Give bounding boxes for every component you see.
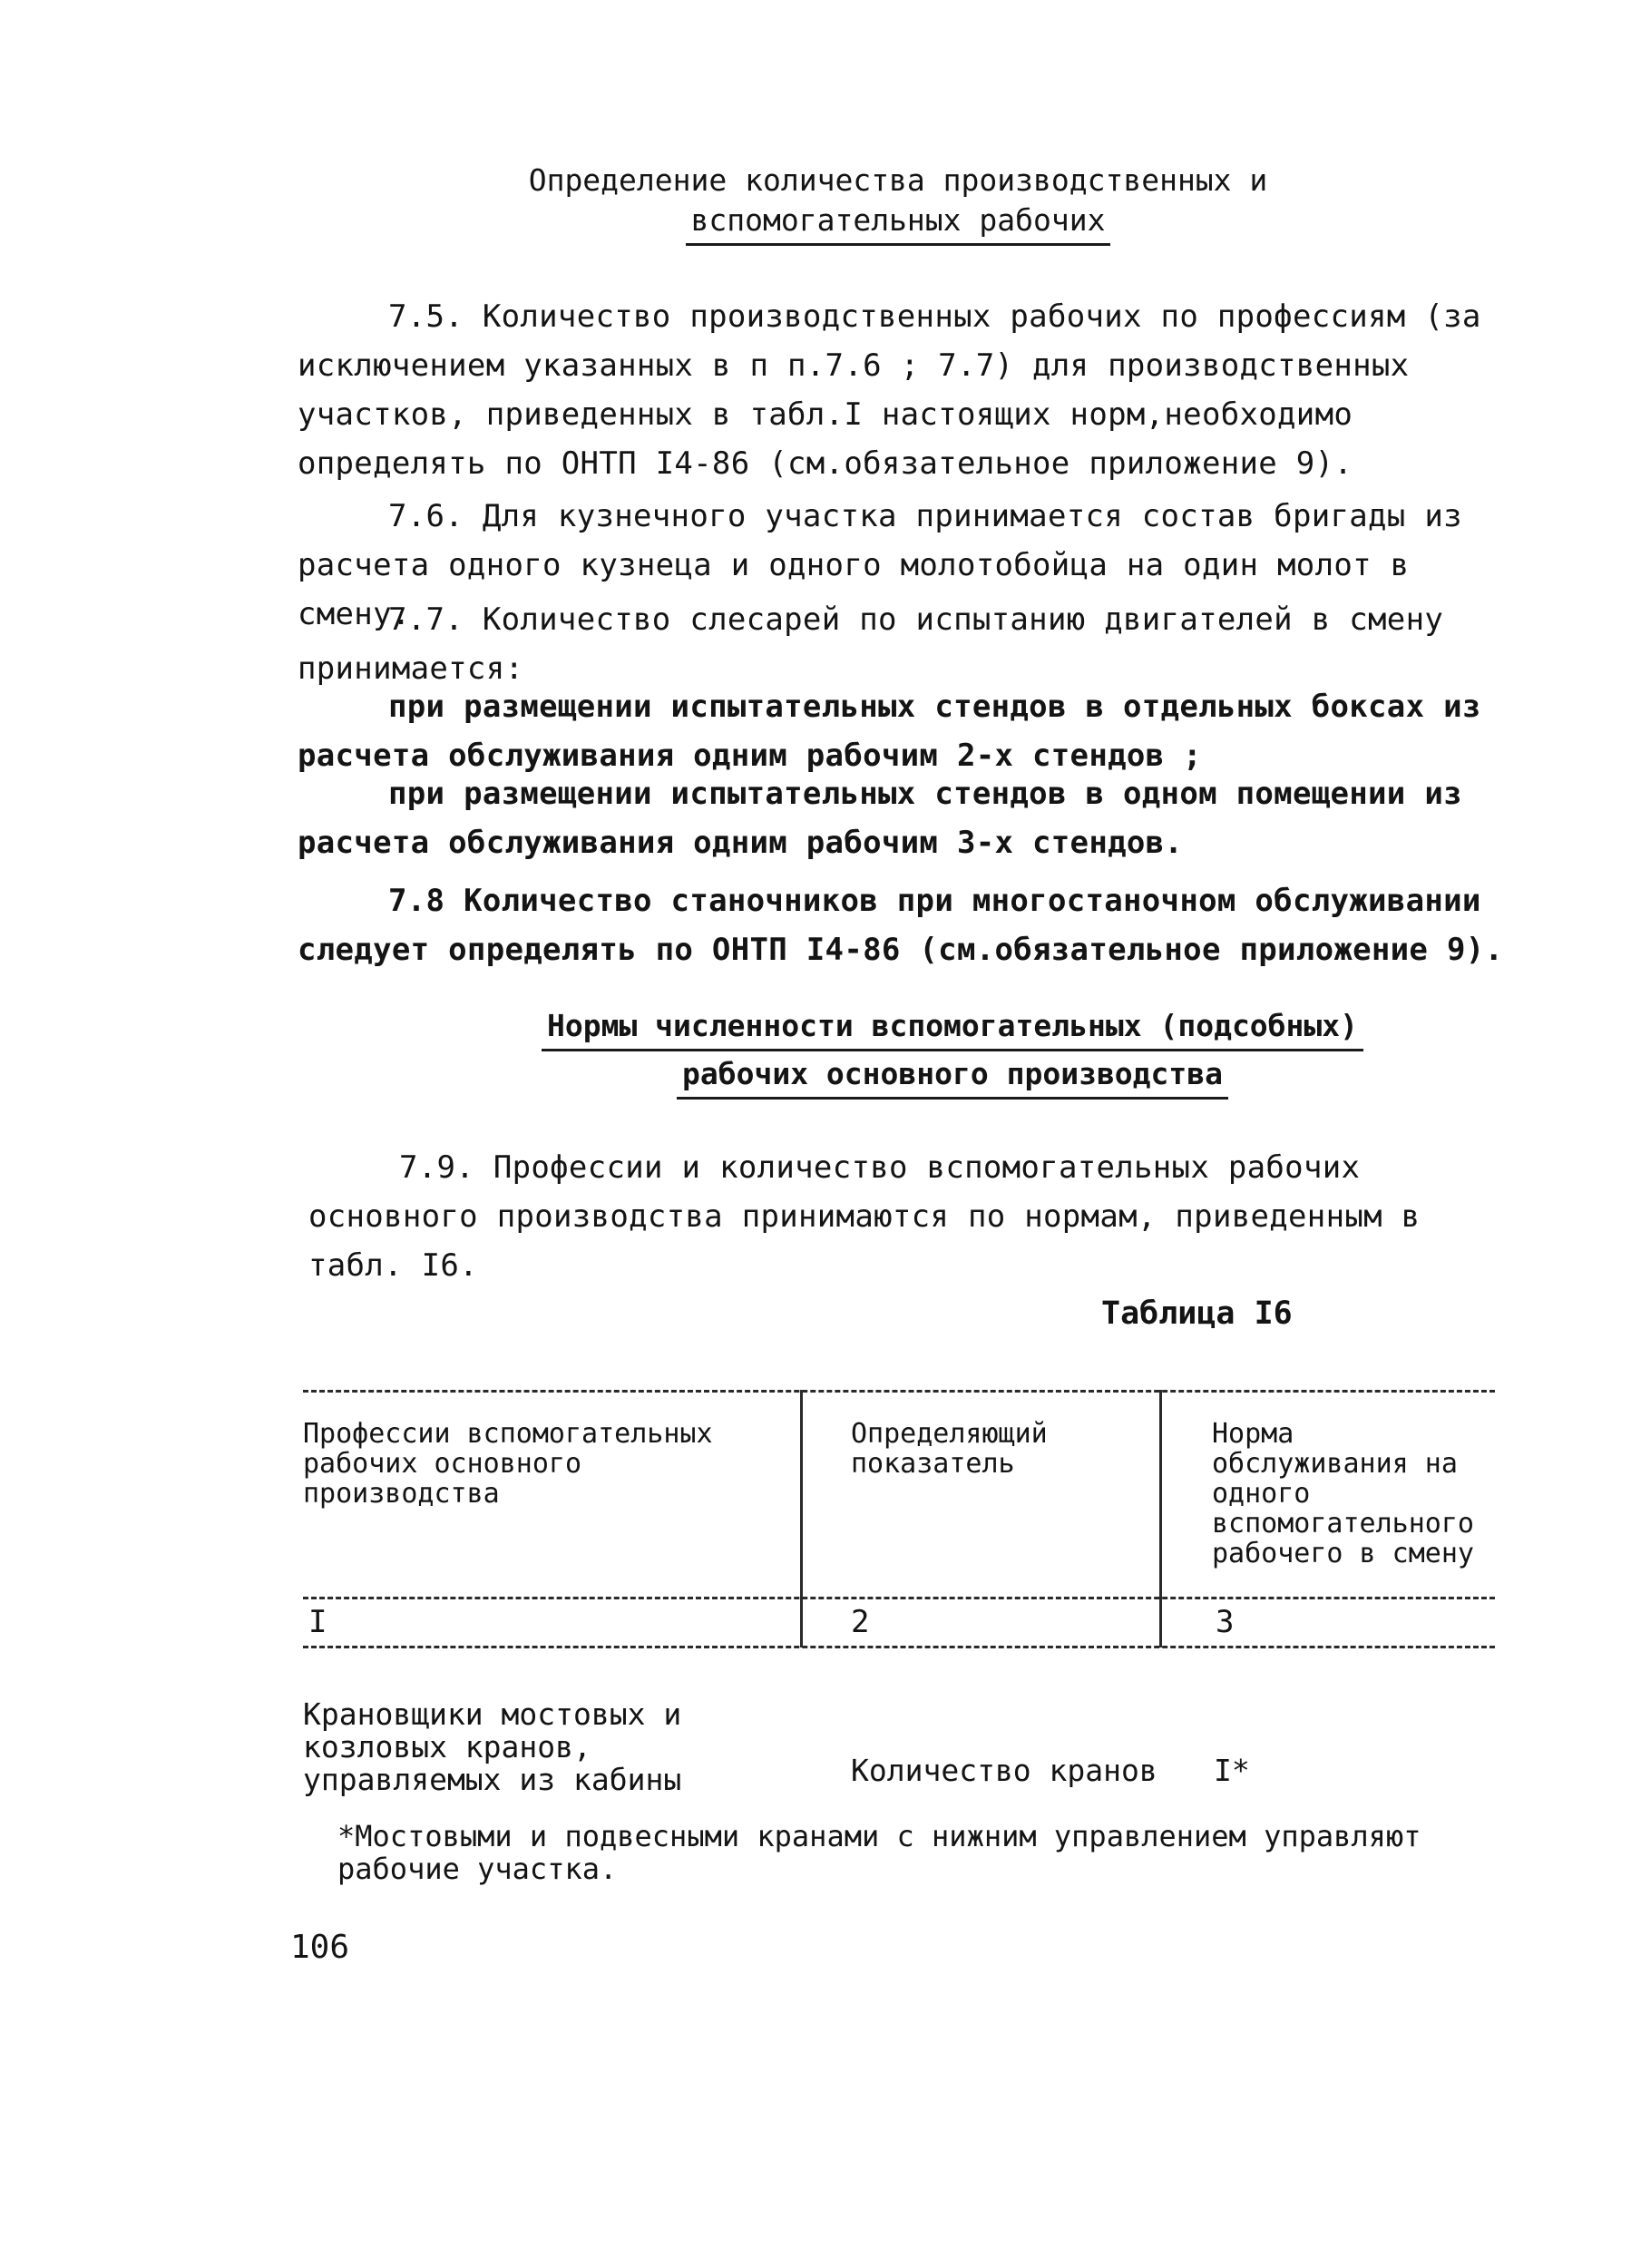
table-row-indicator: Количество кранов xyxy=(851,1753,1157,1788)
table-header-norm: Норма обслуживания на одного вспомогательного рабочего в смену xyxy=(1212,1418,1474,1569)
footnote: *Мостовыми и подвесными кранами с нижним управлением управляют рабочие участка. xyxy=(337,1819,1421,1886)
table-column-number-3: 3 xyxy=(1216,1604,1235,1640)
section-heading-norms xyxy=(508,1007,1397,1100)
paragraph-7-7-room: при размещении испытательных стендов в одном помещении из расчета обслуживания одним рабочим 3-х стендов. xyxy=(298,776,1462,861)
table-column-number-2: 2 xyxy=(851,1604,870,1640)
table-col-divider-2 xyxy=(1159,1390,1162,1647)
heading-line-2: вспомогательных рабочих xyxy=(686,201,1111,246)
table-row-norm: I* xyxy=(1214,1753,1250,1788)
table-16 xyxy=(303,1390,1495,1651)
heading-line-1: Определение количества производственных и xyxy=(528,162,1268,198)
table-bottom-rule xyxy=(303,1646,1495,1648)
paragraph-7-5: 7.5. Количество производственных рабочих по профессиям (за исключением указанных в п п.7.6 ; 7.7) для производственных участков, приведенных в табл.I настоящих норм,необходимо определять по ОНТП I4-86 (см.обязательное приложение 9). xyxy=(298,298,1481,482)
table-header-rule xyxy=(303,1597,1495,1599)
paragraph-7-7-boxes: при размещении испытательных стендов в отдельных боксах из расчета обслуживания одним рабочим 2-х стендов ; xyxy=(298,689,1481,774)
page-number: 106 xyxy=(290,1929,350,1966)
paragraph-7-9: 7.9. Профессии и количество вспомогательных рабочих основного производства принимаются по нормам, приведенным в табл. I6. xyxy=(308,1149,1421,1284)
table-col-divider-1 xyxy=(800,1390,803,1647)
heading2-line-2: рабочих основного производства xyxy=(677,1055,1228,1100)
table-top-rule xyxy=(303,1390,1495,1393)
table-caption: Таблица I6 xyxy=(1101,1295,1293,1332)
paragraph-7-8: 7.8 Количество станочников при многостаночном обслуживании следует определять по ОНТП I4-86 (см.обязательное приложение 9). xyxy=(298,883,1504,968)
paragraph-7-7: 7.7. Количество слесарей по испытанию двигателей в смену принимается: xyxy=(298,601,1444,687)
paragraph-7-6: 7.6. Для кузнечного участка принимается состав бригады из расчета одного кузнеца и одного молотобойца на один молот в смену. xyxy=(298,498,1462,632)
table-column-number-1: I xyxy=(308,1604,327,1640)
heading2-line-1: Нормы численности вспомогательных (подсобных) xyxy=(542,1007,1363,1051)
table-header-indicator: Определяющий показатель xyxy=(851,1418,1048,1480)
table-header-profession: Профессии вспомогательных рабочих основного производства xyxy=(303,1418,713,1510)
table-row-profession: Крановщики мостовых и козловых кранов, управляемых из кабины xyxy=(303,1696,682,1797)
section-heading-workers xyxy=(490,161,1306,246)
